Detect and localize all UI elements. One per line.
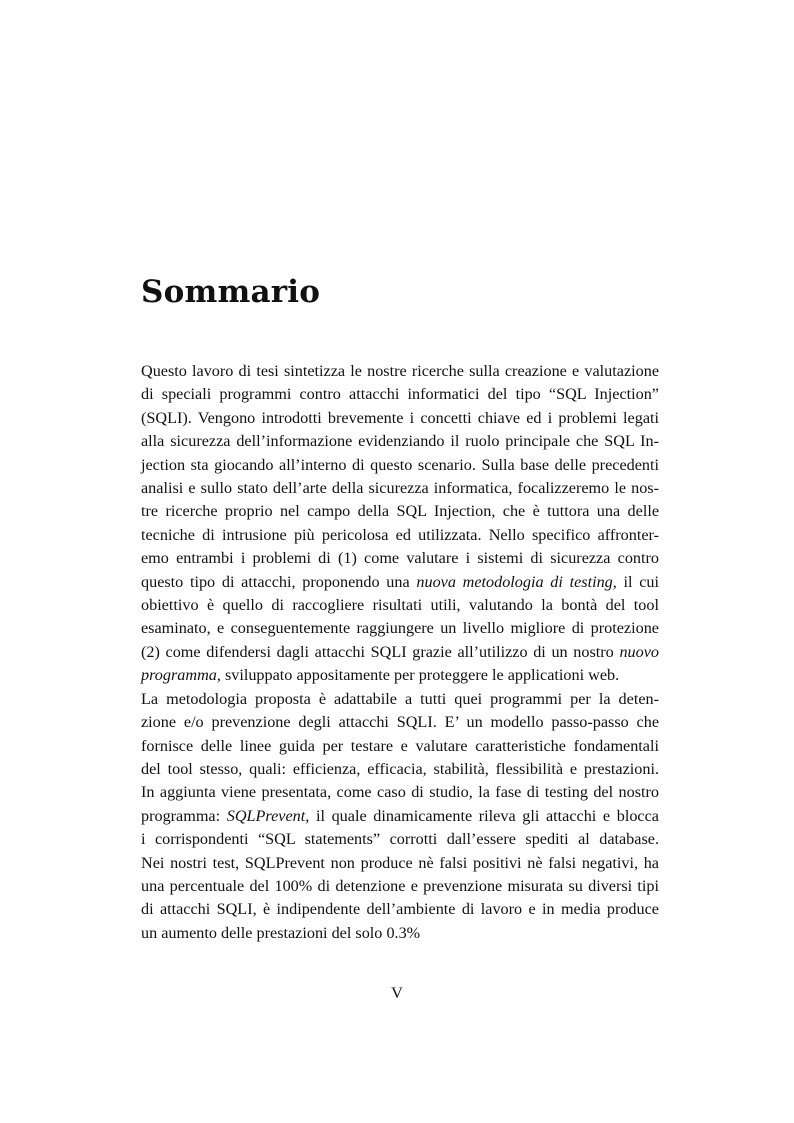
text-run: questo tipo di attacchi, proponendo una bbox=[141, 572, 417, 591]
chapter-title: Sommario bbox=[141, 274, 321, 310]
emphasis-program: programma bbox=[141, 666, 217, 685]
text-line: di speciali programmi contro attacchi informatici del tipo “SQL Injection” bbox=[141, 385, 659, 404]
text-run: , sviluppato appositamente per proteggere le applicationi web. bbox=[216, 666, 620, 685]
text-run: , il quale dinamicamente rileva gli attacchi e blocca bbox=[305, 806, 659, 825]
text-line: zione e/o prevenzione degli attacchi SQLI. E’ un modello passo-passo che bbox=[141, 713, 659, 732]
text-line: di attacchi SQLI, è indipendente dell’ambiente di lavoro e in media produce bbox=[141, 900, 659, 919]
text-run: programma: bbox=[141, 806, 227, 825]
text-line: (SQLI). Vengono introdotti brevemente i concetti chiave ed i problemi legati bbox=[141, 408, 659, 427]
emphasis-program: nuovo bbox=[619, 642, 659, 661]
text-line: In aggiunta viene presentata, come caso di studio, la fase di testing del nostro bbox=[141, 783, 659, 802]
abstract-body bbox=[141, 360, 659, 945]
text-line bbox=[141, 805, 659, 828]
text-run: , il cui bbox=[612, 572, 660, 591]
text-line: tecniche di intrusione più pericolosa ed utilizzata. Nello specifico affronter- bbox=[141, 525, 659, 544]
emphasis-method: nuova metodologia di testing bbox=[416, 572, 613, 591]
text-line: jection sta giocando all’interno di questo scenario. Sulla base delle precedenti bbox=[141, 455, 659, 474]
text-line bbox=[141, 571, 659, 594]
text-line bbox=[141, 641, 659, 664]
text-line: obiettivo è quello di raccogliere risultati utili, valutando la bontà del tool bbox=[141, 596, 659, 615]
emphasis-sqlprevent: SQLPrevent bbox=[226, 806, 306, 825]
text-line: i corrispondenti “SQL statements” corrotti dall’essere spediti al database. bbox=[141, 830, 659, 849]
text-line bbox=[141, 664, 659, 687]
text-line: Nei nostri test, SQLPrevent non produce nè falsi positivi nè falsi negativi, ha bbox=[141, 853, 659, 872]
text-line: La metodologia proposta è adattabile a tutti quei programmi per la deten- bbox=[141, 689, 659, 708]
page-number: V bbox=[391, 984, 403, 1002]
text-line: esaminato, e conseguentemente raggiungere un livello migliore di protezione bbox=[141, 619, 659, 638]
text-line: fornisce delle linee guida per testare e valutare caratteristiche fondamentali bbox=[141, 736, 659, 755]
text-run: (2) come difendersi dagli attacchi SQLI grazie all’utilizzo di un nostro bbox=[141, 642, 620, 661]
text-line: una percentuale del 100% di detenzione e prevenzione misurata su diversi tipi bbox=[141, 876, 659, 895]
text-line: alla sicurezza dell’informazione evidenziando il ruolo principale che SQL In- bbox=[141, 432, 659, 451]
text-line: analisi e sullo stato dell’arte della sicurezza informatica, focalizzeremo le nos- bbox=[141, 479, 659, 498]
text-line: un aumento delle prestazioni del solo 0.3% bbox=[141, 923, 421, 942]
text-line: del tool stesso, quali: efficienza, efficacia, stabilità, flessibilità e prestazioni. bbox=[141, 759, 659, 778]
text-line: tre ricerche proprio nel campo della SQL Injection, che è tuttora una delle bbox=[141, 502, 659, 521]
text-line: Questo lavoro di tesi sintetizza le nostre ricerche sulla creazione e valutazione bbox=[141, 362, 659, 380]
text-line: emo entrambi i problemi di (1) come valutare i sistemi di sicurezza contro bbox=[141, 549, 659, 568]
